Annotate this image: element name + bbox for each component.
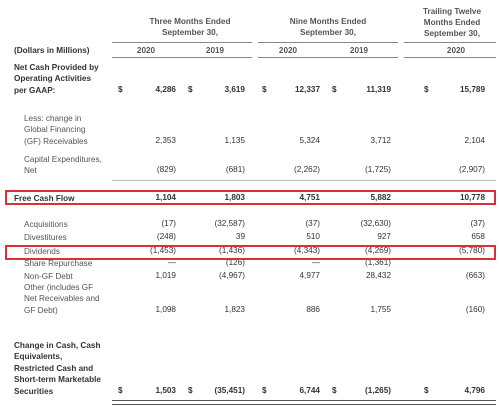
- row-label-line: Acquisitions: [24, 220, 68, 229]
- row-label-line: Restricted Cash and: [14, 363, 94, 373]
- row-label: [14, 62, 99, 96]
- row-label: [24, 113, 88, 147]
- table-cell: 1,098: [155, 304, 176, 314]
- row-label-line: Other (includes GF: [24, 283, 94, 292]
- table-cell: 15,789: [459, 84, 485, 94]
- row-label-line: Operating Activities: [14, 74, 92, 84]
- table-cell: (1,361): [365, 258, 391, 267]
- header-three-months: [120, 16, 260, 38]
- table-cell: (2,907): [459, 165, 485, 175]
- header-ttm: [404, 6, 500, 39]
- table-cell: 5,324: [299, 135, 320, 145]
- row-label: [24, 282, 100, 316]
- row-label: [24, 232, 67, 243]
- table-cell: (4,967): [219, 271, 245, 280]
- table-cell: (4,269): [365, 246, 391, 255]
- table-cell: (1,725): [365, 165, 391, 175]
- header-three-months-line1: Three Months Ended: [149, 17, 231, 26]
- table-cell: 1,755: [370, 304, 391, 314]
- table-cell: 4,751: [299, 193, 320, 202]
- table-cell: 4,796: [464, 385, 485, 395]
- table-cell: (37): [305, 219, 320, 228]
- dollar-sign: $: [188, 385, 193, 395]
- dollar-sign: $: [262, 385, 267, 395]
- table-cell: 4,286: [155, 84, 176, 94]
- table-cell: (126): [225, 258, 245, 267]
- row-label-line: Non-GF Debt: [24, 272, 73, 281]
- year-col-4: 2019: [349, 46, 369, 55]
- table-cell: 2,353: [155, 135, 176, 145]
- row-label-line: Equivalents,: [14, 352, 63, 362]
- header-ttm-line2: Months Ended: [423, 18, 481, 27]
- row-label-line: Capital Expenditures,: [24, 155, 102, 164]
- header-three-months-line2: September 30,: [162, 28, 218, 37]
- row-label: [14, 340, 101, 397]
- table-cell: 1,019: [155, 271, 176, 280]
- row-label-line: Less: change in: [24, 114, 82, 123]
- row-label-line: Share Repurchase: [24, 259, 93, 268]
- year-col-5: 2020: [446, 46, 466, 55]
- table-cell: 6,744: [299, 385, 320, 395]
- header-nine-months: [258, 16, 398, 38]
- dollar-sign: $: [332, 385, 337, 395]
- subtotal-rule: [112, 180, 496, 181]
- table-cell: (35,451): [214, 385, 245, 395]
- table-cell: —: [167, 258, 176, 267]
- row-label: [24, 258, 92, 269]
- table-cell: (17): [161, 219, 176, 228]
- dollar-sign: $: [118, 84, 123, 94]
- dollar-sign: $: [424, 84, 429, 94]
- table-cell: 510: [306, 232, 320, 241]
- header-ttm-line3: September 30,: [424, 29, 480, 38]
- table-cell: 39: [235, 232, 245, 241]
- dollar-sign: $: [424, 385, 429, 395]
- table-cell: (37): [470, 219, 485, 228]
- table-cell: 1,503: [155, 385, 176, 395]
- row-label-line: Free Cash Flow: [14, 194, 75, 203]
- table-cell: 5,882: [370, 193, 391, 202]
- row-label-line: Divestitures: [24, 233, 67, 242]
- table-cell: 1,104: [155, 193, 176, 202]
- table-cell: (2,262): [294, 165, 320, 175]
- units-label: (Dollars in Millions): [14, 46, 90, 55]
- year-col-3: 2020: [278, 46, 298, 55]
- row-label-line: Securities: [14, 386, 54, 396]
- table-cell: (5,780): [459, 246, 485, 255]
- table-cell: (32,630): [360, 219, 391, 228]
- table-cell: 28,432: [365, 271, 391, 280]
- highlight-free-cash-flow: [5, 190, 496, 205]
- table-cell: (1,265): [365, 385, 391, 395]
- table-cell: (681): [225, 165, 245, 175]
- table-cell: (160): [465, 304, 485, 314]
- table-cell: (4,343): [294, 246, 320, 255]
- row-label-line: (GF) Receivables: [24, 136, 88, 146]
- table-cell: 3,712: [370, 135, 391, 145]
- table-cell: (1,453): [150, 246, 176, 255]
- table-cell: 1,135: [224, 135, 245, 145]
- row-label-line: Net Cash Provided by: [14, 63, 99, 72]
- row-label: [24, 219, 68, 230]
- table-cell: 11,319: [366, 84, 391, 94]
- table-cell: 3,619: [224, 84, 245, 94]
- table-cell: 10,778: [459, 193, 485, 202]
- table-cell: 1,803: [224, 193, 245, 202]
- table-cell: (829): [156, 165, 176, 175]
- table-cell: 886: [306, 304, 320, 314]
- year-col-1: 2020: [136, 46, 156, 55]
- dollar-sign: $: [332, 84, 337, 94]
- table-cell: 658: [471, 232, 485, 241]
- row-label-line: Dividends: [24, 247, 60, 256]
- dollar-sign: $: [262, 84, 267, 94]
- header-ttm-line1: Trailing Twelve: [422, 7, 482, 16]
- table-cell: (1,436): [219, 246, 245, 255]
- row-label: [24, 154, 102, 177]
- row-label-line: per GAAP:: [14, 85, 56, 95]
- table-cell: —: [311, 258, 320, 267]
- row-label: [24, 271, 73, 282]
- row-label: [24, 246, 60, 257]
- table-cell: 12,337: [294, 84, 320, 94]
- header-nine-months-line2: September 30,: [300, 28, 356, 37]
- row-label: [14, 193, 75, 204]
- row-label-line: Global Financing: [24, 125, 86, 135]
- row-label-line: Change in Cash, Cash: [14, 341, 101, 350]
- dollar-sign: $: [118, 385, 123, 395]
- row-label-line: GF Debt): [24, 305, 58, 315]
- table-cell: 1,823: [224, 304, 245, 314]
- table-cell: (248): [156, 232, 176, 241]
- row-label-line: Short-term Marketable: [14, 375, 101, 385]
- table-cell: (663): [465, 271, 485, 280]
- row-label-line: Net: [24, 166, 37, 176]
- header-nine-months-line1: Nine Months Ended: [289, 17, 367, 26]
- year-col-2: 2019: [205, 46, 225, 55]
- table-cell: 4,977: [299, 271, 320, 280]
- row-label-line: Net Receivables and: [24, 294, 100, 304]
- dollar-sign: $: [188, 84, 193, 94]
- table-cell: (32,587): [214, 219, 245, 228]
- table-cell: 927: [377, 232, 391, 241]
- table-cell: 2,104: [464, 135, 485, 145]
- total-rule: [112, 400, 496, 405]
